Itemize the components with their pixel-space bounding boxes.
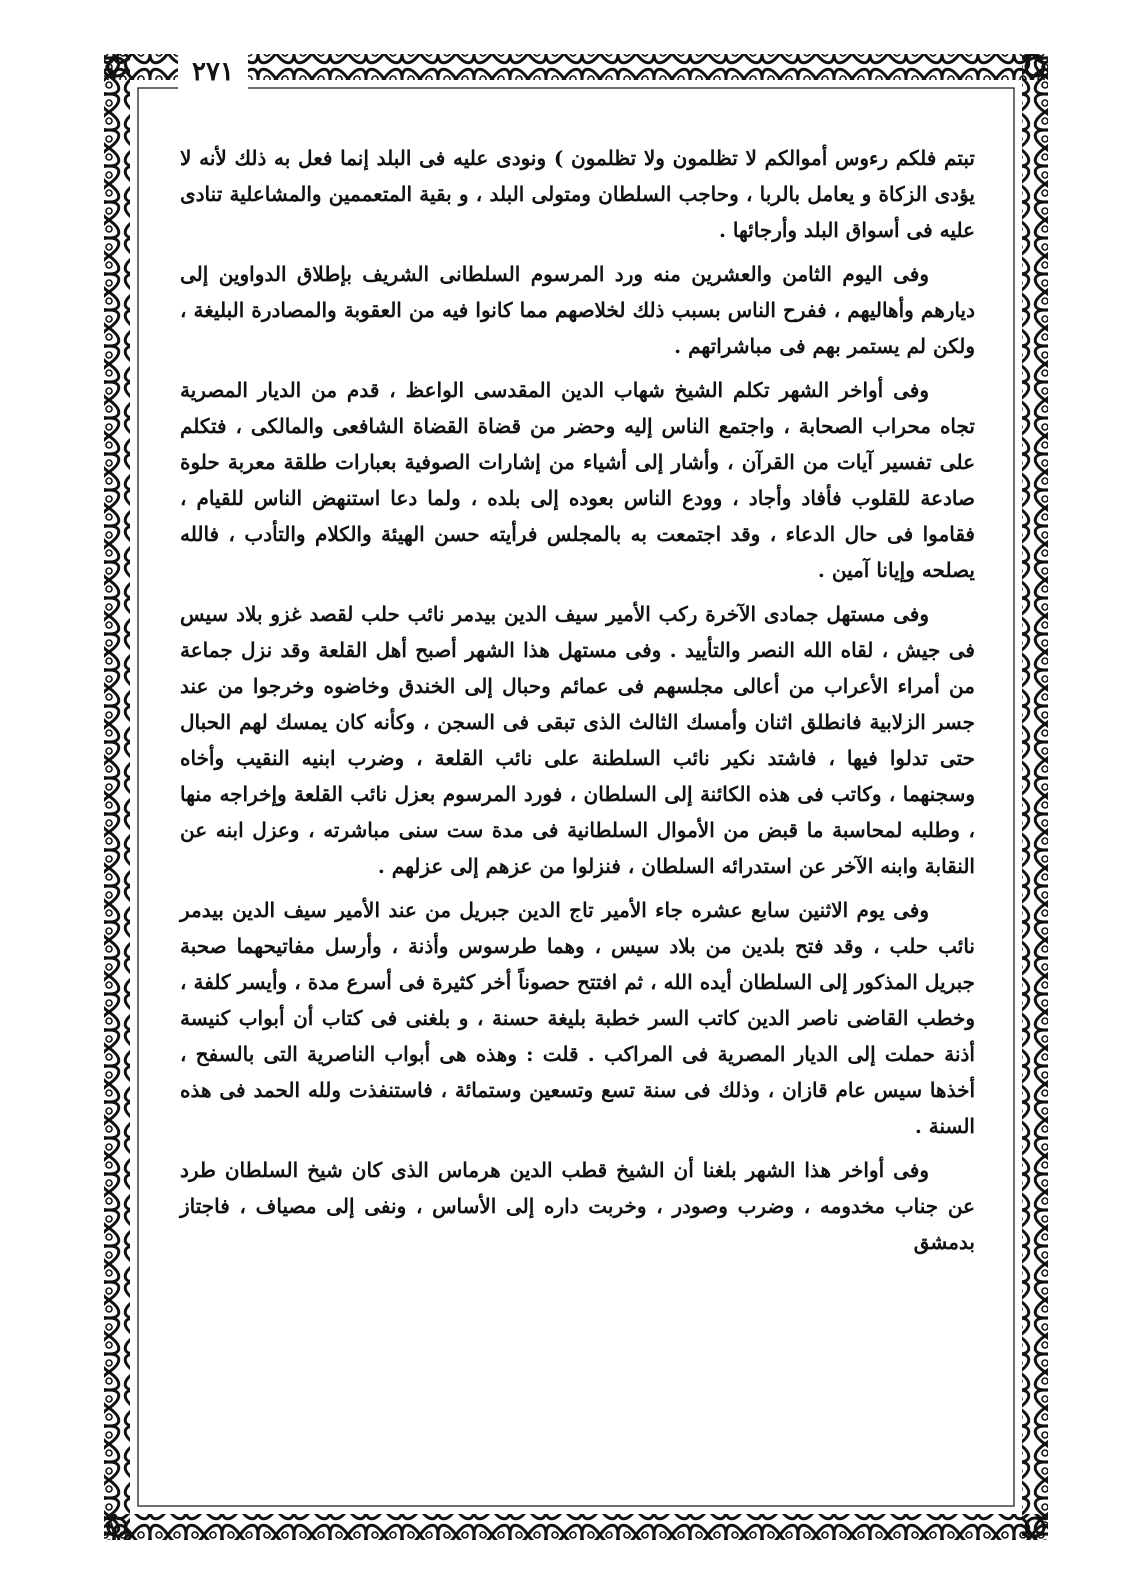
paragraph-4: وفى مستهل جمادى الآخرة ركب الأمير سيف الدين بيدمر نائب حلب لقصد غزو بلاد سيس فى جيش ، لقاه الله النصر والتأييد . وفى مستهل هذا الشهر أصبح أهل القلعة وقد نزل جماعة من أمراء الأعراب من أعالى مجلسهم فى عمائم وحبال إلى الخندق وخاضوه وخرجوا من عند جسر الزلابية فانطلق اثنان وأمسك الثالث الذى تبقى فى السجن ، وكأنه كان يمسك لهم الحبال حتى تدلوا فيها ، فاشتد نكير نائب السلطنة على نائب القلعة ، وضرب ابنيه النقيب وأخاه وسجنهما ، وكاتب فى هذه الكائنة إلى السلطان ، فورد المرسوم بعزل نائب القلعة وإخراجه منها ، وطلبه لمحاسبة ما قبض من الأموال السلطانية فى مدة ست سنى مباشرته ، وعزل ابنه عن النقابة وابنه الآخر عن استدرائه السلطان ، فنزلوا من عزهم إلى عزلهم . — [180, 602, 975, 878]
paragraph-2: وفى اليوم الثامن والعشرين منه ورد المرسوم السلطانى الشريف بإطلاق الدواوين إلى ديارهم وأهاليهم ، ففرح الناس بسبب ذلك لخلاصهم مما كانوا فيه من العقوبة والمصادرة البليغة ، ولكن لم يستمر بهم فى مباشراتهم . — [180, 262, 975, 358]
paragraph-3: وفى أواخر الشهر تكلم الشيخ شهاب الدين المقدسى الواعظ ، قدم من الديار المصرية تجاه محراب الصحابة ، واجتمع الناس إليه وحضر من قضاة القضاة الشافعى والمالكى ، فتكلم على تفسير آيات من القرآن ، وأشار إلى أشياء من إشارات الصوفية بعبارات طلقة معربة حلوة صادعة للقلوب فأفاد وأجاد ، وودع الناس بعوده إلى بلده ، ولما دعا استنهض الناس للقيام ، فقاموا فى حال الدعاء ، وقد اجتمعت به بالمجلس فرأيته حسن الهيئة والكلام والتأدب ، فالله يصلحه وإيانا آمين . — [180, 378, 976, 582]
paragraph-6: وفى أواخر هذا الشهر بلغنا أن الشيخ قطب الدين هرماس الذى كان شيخ السلطان طرد عن جناب مخدومه ، وضرب وصودر ، وخربت داره إلى الأساس ، ونفى إلى مصياف ، فاجتاز بدمشق — [180, 1158, 975, 1254]
page-number: ٢٧١ — [178, 50, 248, 94]
page-frame — [96, 40, 1056, 1555]
paragraph-5: وفى يوم الاثنين سابع عشره جاء الأمير تاج الدين جبريل من عند الأمير سيف الدين بيدمر نائب حلب ، وقد فتح بلدين من بلاد سيس ، وهما طرسوس وأذنة ، وأرسل مفاتيحهما صحبة جبريل المذكور إلى السلطان أيده الله ، ثم افتتح حصوناً أخر كثيرة فى أسرع مدة ، وأيسر كلفة ، وخطب القاضى ناصر الدين كاتب السر خطبة بليغة حسنة ، و بلغنى فى كتاب أن أبواب كنيسة أذنة حملت إلى الديار المصرية فى المراكب . قلت : وهذه هى أبواب الناصرية التى بالسفح ، أخذها سيس عام قازان ، وذلك فى سنة تسع وتسعين وستمائة ، فاستنفذت ولله الحمد فى هذه السنة . — [180, 898, 975, 1138]
paragraph-1: تبتم فلكم رءوس أموالكم لا تظلمون ولا تظلمون ) ونودى عليه فى البلد إنما فعل به ذلك لأنه لا يؤدى الزكاة و يعامل بالربا ، وحاجب السلطان ومتولى البلد ، و بقية المتعممين والمشاعلية تنادى عليه فى أسواق البلد وأرجائها . — [180, 146, 975, 242]
text-body — [180, 140, 975, 1480]
